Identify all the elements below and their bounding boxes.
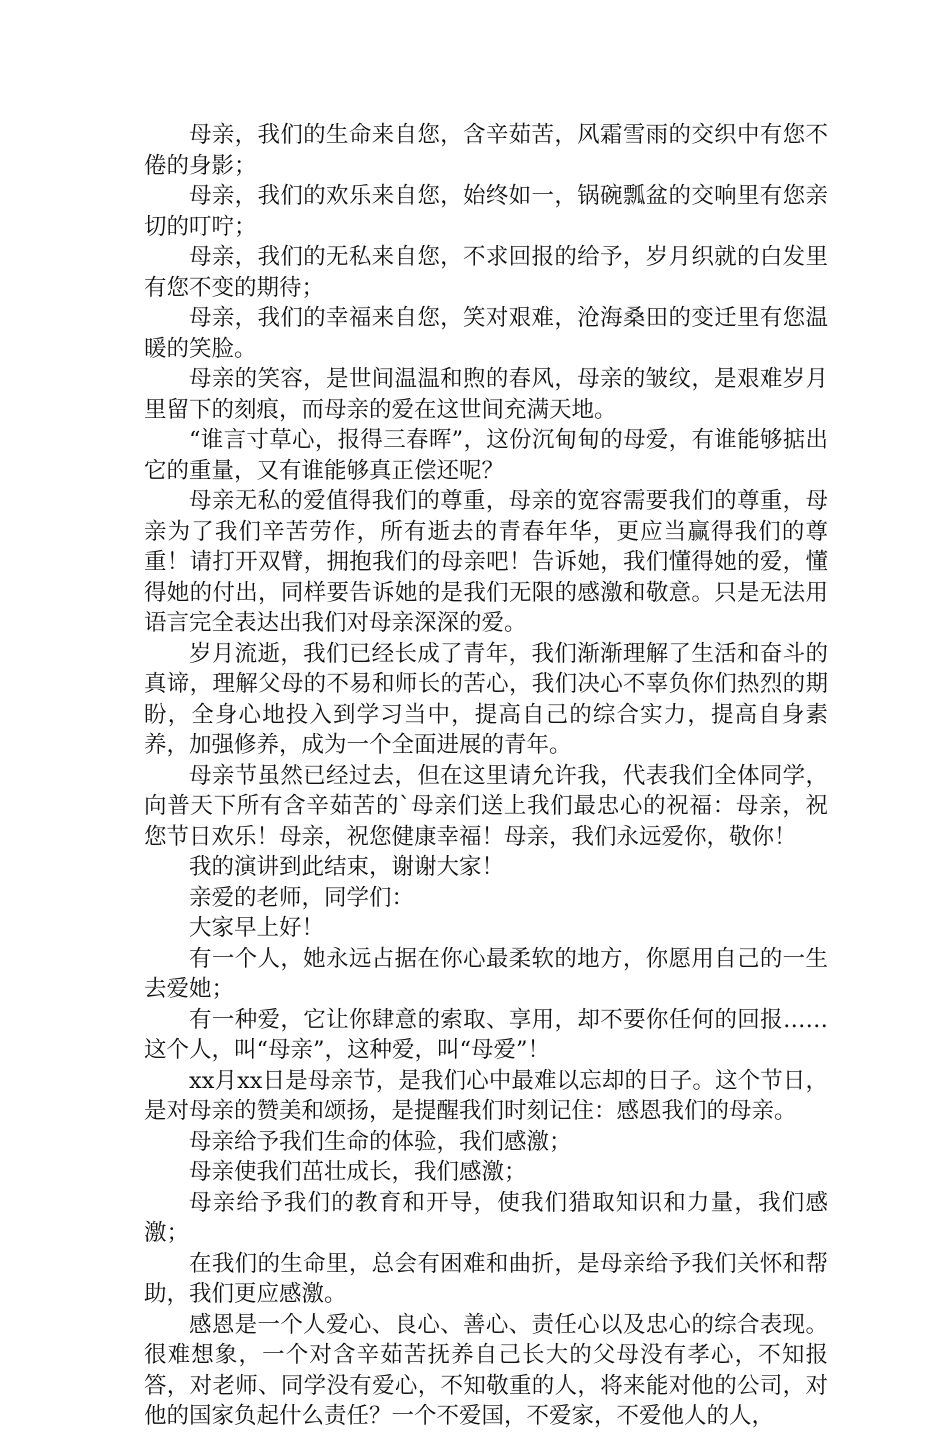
- paragraph: xx月xx日是母亲节，是我们心中最难以忘却的日子。这个节日，是对母亲的赞美和颂扬，是提醒我们时刻记住：感恩我们的母亲。: [144, 1067, 828, 1124]
- paragraph: 母亲给予我们生命的体验，我们感激；: [189, 1128, 572, 1155]
- paragraph: 母亲使我们茁壮成长，我们感激；: [189, 1159, 527, 1185]
- paragraph: 母亲节虽然已经过去，但在这里请允许我，代表我们全体同学，向普天下所有含辛茹苦的`母亲们送上我们最忠心的祝福：母亲，祝您节日欢乐！母亲，祝您健康幸福！母亲，我们永远爱你，敬你！: [144, 762, 828, 850]
- paragraph: 大家早上好！: [189, 915, 325, 941]
- paragraph: 母亲无私的爱值得我们的尊重，母亲的宽容需要我们的尊重，母亲为了我们辛苦劳作，所有逝去的青春年华，更应当赢得我们的尊重！请打开双臂，拥抱我们的母亲吧！告诉她，我们懂得她的爱，懂得她的付出，同样要告诉她的是我们无限的感激和敬意。只是无法用语言完全表达出我们对母亲深深的爱。: [144, 488, 828, 636]
- paragraph: 在我们的生命里，总会有困难和曲折，是母亲给予我们关怀和帮助，我们更应感激。: [144, 1250, 828, 1307]
- paragraph: 感恩是一个人爱心、良心、善心、责任心以及忠心的综合表现。很难想象，一个对含辛茹苦抚养自己长大的父母没有孝心，不知报答，对老师、同学没有爱心，不知敬重的人，将来能对他的公司，对他的国家负起什么责任？一个不爱国，不爱家，不爱他人的人，: [144, 1311, 828, 1429]
- paragraph: 母亲的笑容，是世间温温和煦的春风，母亲的皱纹，是艰难岁月里留下的刻痕，而母亲的爱在这世间充满天地。: [144, 366, 828, 423]
- paragraph: 母亲，我们的欢乐来自您，始终如一，锅碗瓢盆的交响里有您亲切的叮咛；: [144, 183, 828, 240]
- paragraph: 母亲，我们的生命来自您，含辛茹苦，风霜雪雨的交织中有您不倦的身影；: [144, 122, 828, 179]
- paragraph: 我的演讲到此结束，谢谢大家！: [189, 854, 505, 880]
- paragraph: 母亲给予我们的教育和开导，使我们猎取知识和力量，我们感激；: [144, 1189, 828, 1246]
- paragraph: 母亲，我们的无私来自您，不求回报的给予，岁月织就的白发里有您不变的期待；: [144, 244, 828, 301]
- document-body: [144, 120, 828, 1432]
- paragraph: “谁言寸草心，报得三春晖”，这份沉甸甸的母爱，有谁能够掂出它的重量，又有谁能够真正偿还呢？: [144, 427, 828, 484]
- paragraph: 母亲，我们的幸福来自您，笑对艰难，沧海桑田的变迁里有您温暖的笑脸。: [144, 305, 828, 362]
- paragraph: 亲爱的老师，同学们：: [189, 884, 415, 911]
- paragraph: 有一个人，她永远占据在你心最柔软的地方，你愿用自己的一生去爱她；: [144, 945, 828, 1002]
- paragraph: 有一种爱，它让你肆意的索取、享用，却不要你任何的回报……这个人，叫“母亲”，这种爱，叫“母爱”！: [144, 1006, 828, 1063]
- paragraph: 岁月流逝，我们已经长成了青年，我们渐渐理解了生活和奋斗的真谛，理解父母的不易和师长的苦心，我们决心不辜负你们热烈的期盼，全身心地投入到学习当中，提高自己的综合实力，提高自身素养，加强修养，成为一个全面进展的青年。: [144, 640, 828, 758]
